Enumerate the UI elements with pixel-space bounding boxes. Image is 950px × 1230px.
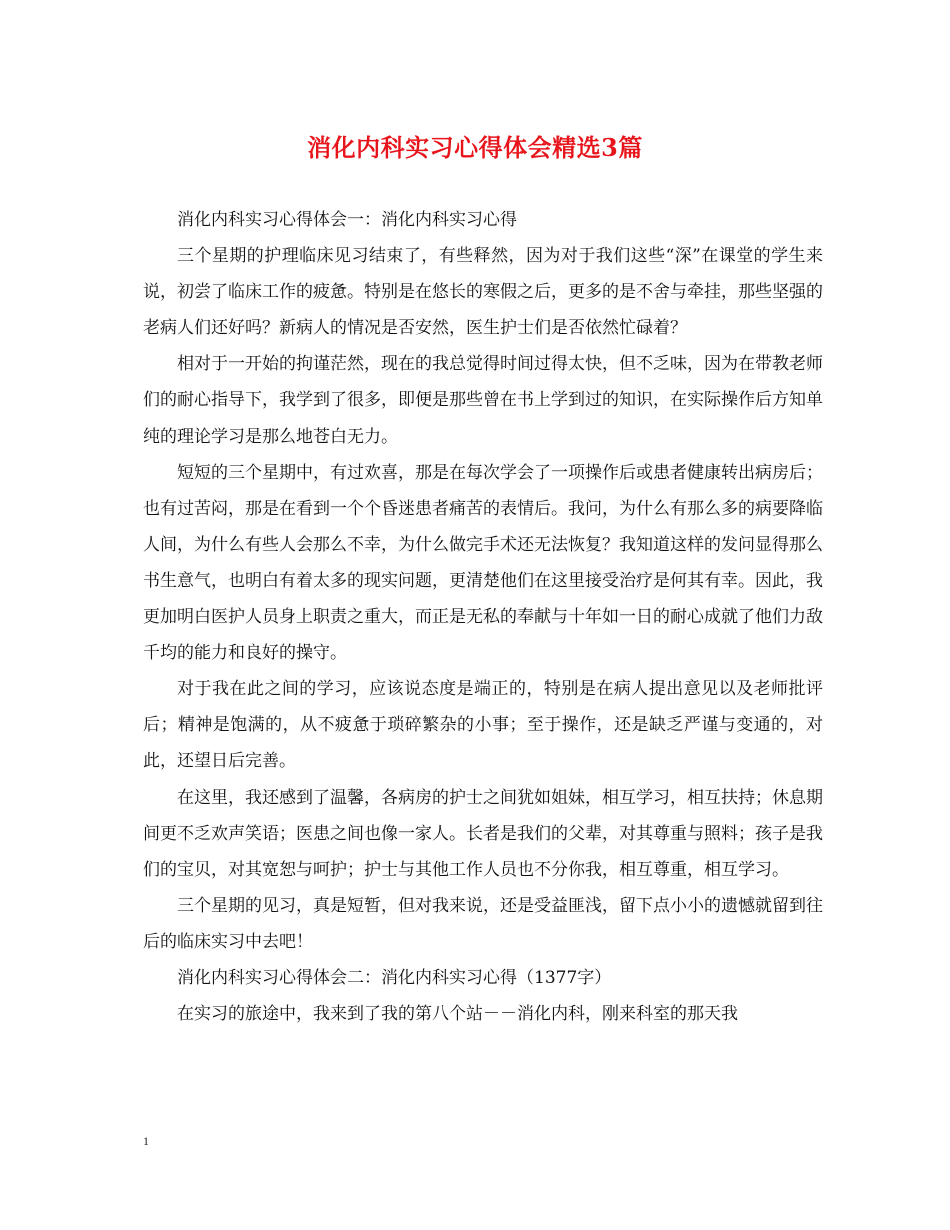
page-title: 消化内科实习心得体会精选3篇	[307, 133, 643, 162]
paragraph: 短短的三个星期中，有过欢喜，那是在每次学会了一项操作后或患者健康转出病房后；也有过苦闷，那是在看到一个个昏迷患者痛苦的表情后。我问，为什么有那么多的病要降临人间，为什么有些人会那么不幸，为什么做完手术还无法恢复？我知道这样的发问显得那么书生意气，也明白有着太多的现实问题，更清楚他们在这里接受治疗是何其有幸。因此，我更加明白医护人员身上职责之重大，而正是无私的奉献与十年如一日的耐心成就了他们力敌千均的能力和良好的操守。	[143, 462, 823, 664]
paragraph: 对于我在此之间的学习，应该说态度是端正的，特别是在病人提出意见以及老师批评后；精神是饱满的，从不疲惫于琐碎繁杂的小事；至于操作，还是缺乏严谨与变通的，对此，还望日后完善。	[143, 679, 823, 772]
paragraph: 三个星期的护理临床见习结束了，有些释然，因为对于我们这些“深”在课堂的学生来说，初尝了临床工作的疲惫。特别是在悠长的寒假之后，更多的是不舍与牵挂，那些坚强的老病人们还好吗？新病人的情况是否安然，医生护士们是否依然忙碌着？	[143, 246, 823, 339]
paragraph-section-heading-2: 消化内科实习心得体会二：消化内科实习心得（1377字）	[177, 967, 612, 988]
paragraph: 在这里，我还感到了温馨，各病房的护士之间犹如姐妹，相互学习，相互扶持；休息期间更不乏欢声笑语；医患之间也像一家人。长者是我们的父辈，对其尊重与照料；孩子是我们的宝贝，对其宽恕与呵护；护士与其他工作人员也不分你我，相互尊重，相互学习。	[143, 787, 823, 880]
paragraph: 在实习的旅途中，我来到了我的第八个站－－消化内科，刚来科室的那天我	[177, 1004, 738, 1025]
paragraph-section-heading-1: 消化内科实习心得体会一：消化内科实习心得	[177, 210, 517, 230]
document-body	[143, 202, 823, 1032]
paragraph: 相对于一开始的拘谨茫然，现在的我总觉得时间过得太快，但不乏味，因为在带教老师们的耐心指导下，我学到了很多，即便是那些曾在书上学到过的知识，在实际操作后方知单纯的理论学习是那么地苍白无力。	[143, 354, 823, 447]
page-number: 1	[143, 1134, 149, 1148]
paragraph: 三个星期的见习，真是短暂，但对我来说，还是受益匪浅，留下点小小的遗憾就留到往后的临床实习中去吧！	[143, 895, 823, 952]
